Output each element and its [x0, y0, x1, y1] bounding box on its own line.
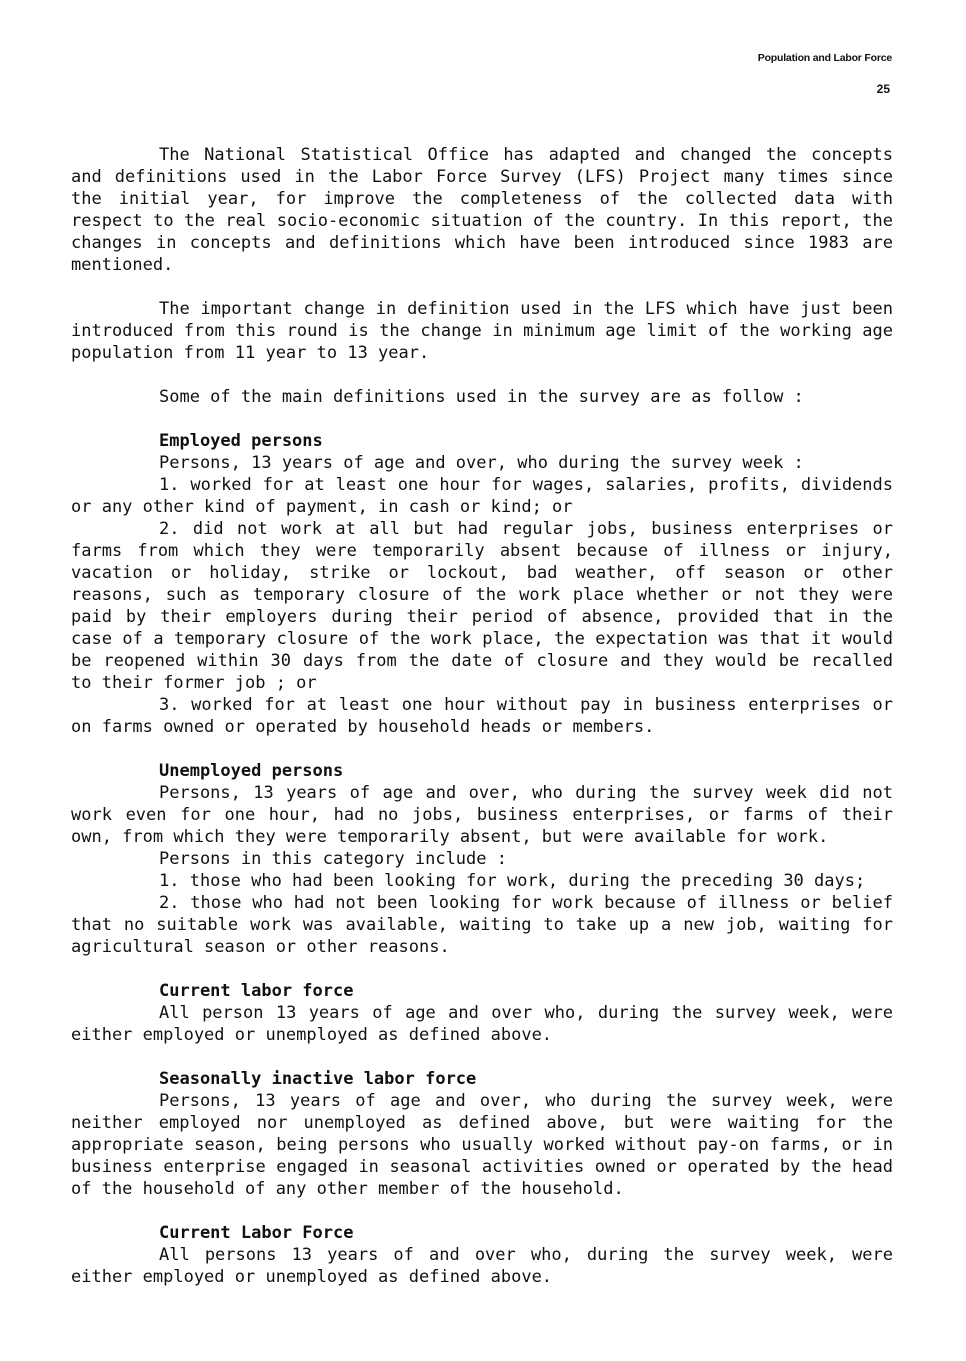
intro-paragraph: The important change in definition used in the LFS which have just been introduced from this round is the change in minimum age limit of the working age population from 11 year to 13 year. — [71, 299, 893, 363]
intro-paragraph: Some of the main definitions used in the survey are as follow : — [159, 387, 804, 407]
section-lead: Persons, 13 years of age and over, who during the survey week : — [159, 453, 804, 473]
section-heading: Employed persons — [159, 431, 323, 451]
definition-item: 1. those who had been looking for work, during the preceding 30 days; — [159, 871, 866, 891]
section-lead: Persons, 13 years of age and over, who during the survey week did not work even for one hour, had no jobs, business enterprises, or farms of their own, from which they were temporarily absent, but were available for work. — [71, 783, 893, 847]
page-number: 25 — [876, 82, 890, 96]
section-heading: Unemployed persons — [159, 761, 344, 781]
definition-item: 2. those who had not been looking for work because of illness or belief that no suitable work was available, waiting to take up a new job, waiting for agricultural season or other reasons. — [71, 893, 893, 957]
definition-item: 3. worked for at least one hour without pay in business enterprises or on farms owned or operated by household heads or members. — [71, 695, 893, 737]
section-heading: Seasonally inactive labor force — [159, 1069, 477, 1089]
section-current-labor-force-repeat — [71, 1222, 893, 1288]
document-body — [71, 144, 893, 1288]
section-sublead: Persons in this category include : — [159, 849, 507, 869]
running-title: Population and Labor Force — [757, 52, 892, 64]
section-seasonally-inactive-labor-force — [71, 1068, 893, 1200]
section-employed-persons — [71, 430, 893, 738]
section-text: All person 13 years of age and over who, during the survey week, were either employed or unemployed as defined above. — [71, 1003, 893, 1045]
section-heading: Current labor force — [159, 981, 354, 1001]
definition-item: 1. worked for at least one hour for wages, salaries, profits, dividends or any other kind of payment, in cash or kind; or — [71, 475, 893, 517]
section-heading: Current Labor Force — [159, 1223, 354, 1243]
section-text: Persons, 13 years of age and over, who during the survey week, were neither employed nor unemployed as defined above, but were waiting for the appropriate season, being persons who usually worked without pay-on farms, or in business enterprise engaged in seasonal activities owned or operated by the head of the household of any other member of the household. — [71, 1091, 893, 1199]
section-current-labor-force — [71, 980, 893, 1046]
section-unemployed-persons — [71, 760, 893, 958]
intro-paragraph: The National Statistical Office has adapted and changed the concepts and definitions used in the Labor Force Survey (LFS) Project many times since the initial year, for improve the completeness of the collected data with respect to the real socio-economic situation of the country. In this report, the changes in concepts and definitions which have been introduced since 1983 are mentioned. — [71, 145, 893, 275]
section-text: All persons 13 years of and over who, during the survey week, were either employed or unemployed as defined above. — [71, 1245, 893, 1287]
definition-item: 2. did not work at all but had regular jobs, business enterprises or farms from which they were temporarily absent because of illness or injury, vacation or holiday, strike or lockout, bad weather, off season or other reasons, such as temporary closure of the work place whether or not they were paid by their employers during their period of absence, provided that in the case of a temporary closure of the work place, the expectation was that it would be reopened within 30 days from the date of closure and they would be recalled to their former job ; or — [71, 519, 893, 693]
